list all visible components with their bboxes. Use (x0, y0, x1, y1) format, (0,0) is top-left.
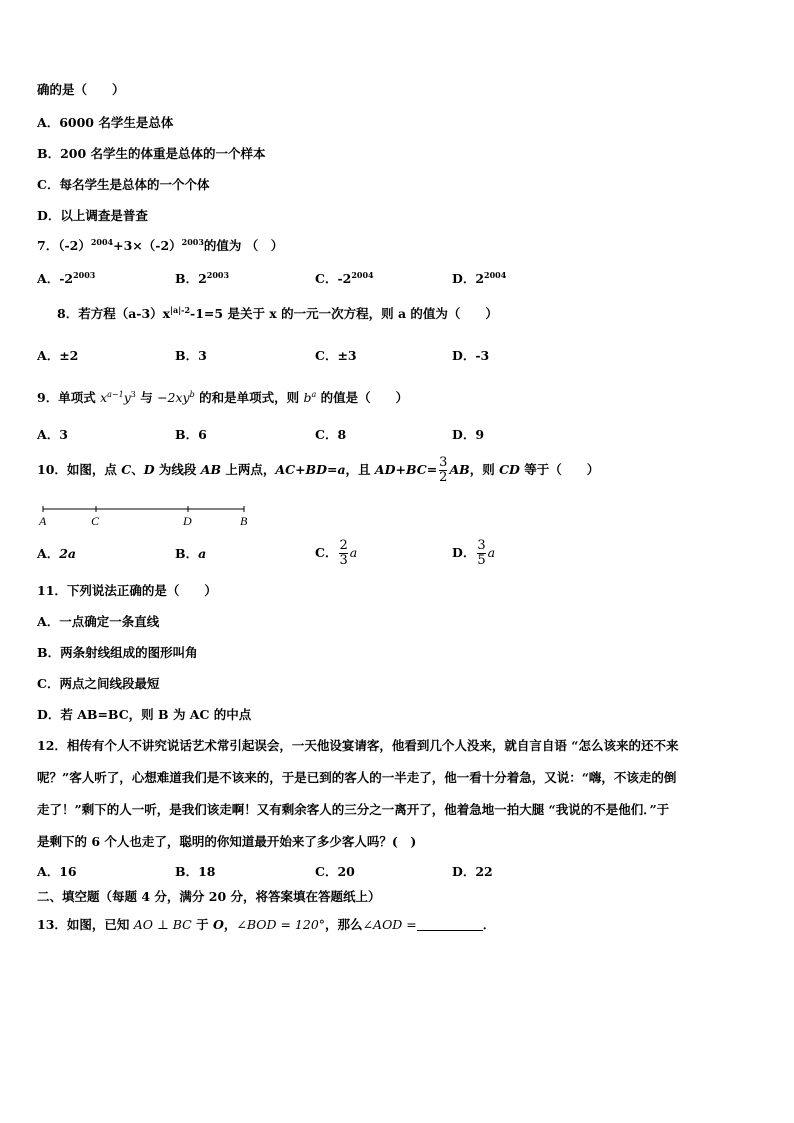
q6-option-d: D．以上调查是普查 (37, 208, 148, 223)
q9-option-d: D．9 (452, 427, 485, 442)
point-b-label: B (240, 514, 248, 528)
q12-option-a: A．16 (37, 864, 77, 879)
q12-option-c: C．20 (315, 864, 355, 879)
q9-option-a: A．3 (37, 427, 68, 442)
q8-option-d: D．-3 (452, 348, 490, 363)
q12-option-b: B．18 (175, 864, 216, 879)
q12-option-d: D．22 (452, 864, 493, 879)
q7-option-d: D．$2^{2004}$ (452, 270, 507, 286)
q10-stem: 10．如图，点 C、D 为线段 AB 上两点，AC+BD=a，且 AD+BC= $\frac{3}{2}$ AB，则 CD 等于（ ） (37, 455, 600, 485)
q9-option-c: C．8 (315, 427, 347, 442)
point-d-label: D (183, 514, 192, 528)
q9-option-b: B．6 (175, 427, 207, 442)
q12-line-2: 呢？”客人听了，心想难道我们是不该来的，于是已到的客人的一半走了，他一看十分着急，又说：“嗨，不该走的倒 (37, 770, 677, 785)
q10-option-c: C． $\frac{2}{3}$ a (315, 538, 358, 568)
q6-option-b: B．200 名学生的体重是总体的一个样本 (37, 146, 266, 161)
q11-option-c: C．两点之间线段最短 (37, 676, 160, 691)
q11-stem: 11．下列说法正确的是（ ） (37, 583, 217, 598)
q8-option-b: B．3 (175, 348, 207, 363)
section-heading: 二、填空题（每题 4 分，满分 20 分，将答案填在答题纸上） (37, 889, 381, 904)
q10-option-d: D． $\frac{3}{5}$ a (452, 538, 496, 568)
line-segment-diagram (37, 503, 257, 529)
q12-line-4: 是剩下的 6 个人也走了，聪明的你知道最开始来了多少客人吗？( ) (37, 834, 417, 849)
q7-option-b: B．$2^{2003}$ (175, 270, 230, 286)
q9-stem: 9．单项式 $x^{a-1}y^3$ 与 $-2xy^b$ 的和是单项式，则 $b^a$ 的值是（ ） (37, 390, 409, 405)
q10-option-a: A．2a (37, 546, 76, 561)
answer-blank[interactable] (417, 918, 483, 931)
q11-option-a: A．一点确定一条直线 (37, 614, 160, 629)
q13-stem: 13．如图，已知 AO ⊥ BC 于 O，∠BOD = 120°，那么∠AOD = ． (37, 917, 496, 932)
q6-option-a: A．6000 名学生是总体 (37, 115, 174, 130)
q7-option-a: A．$-2^{2003}$ (37, 270, 96, 286)
point-c-label: C (91, 514, 100, 528)
q6-option-c: C．每名学生是总体的一个个体 (37, 177, 210, 192)
q8-option-a: A．±2 (37, 348, 79, 363)
q11-option-d: D．若 AB=BC，则 B 为 AC 的中点 (37, 707, 252, 722)
q6-stem: 确的是（ ） (37, 82, 125, 97)
q10-fraction: $\frac{3}{2}$ (439, 455, 448, 485)
q7-stem: 7．$(-2)^{2004}+3\times(-2)^{2003}$的值为 （ ） (37, 237, 284, 253)
point-a-label: A (39, 514, 47, 528)
q8-option-c: C．±3 (315, 348, 357, 363)
q12-line-1: 12．相传有个人不讲究说话艺术常引起误会，一天他设宴请客，他看到几个人没来，就自言自语 “怎么该来的还不来 (37, 738, 679, 753)
q8-stem: 8．若方程$(a-3)x^{|a|-2}-1=5$ 是关于 x 的一元一次方程，则 a 的值为（ ） (57, 305, 498, 321)
q7-option-c: C．$-2^{2004}$ (315, 270, 374, 286)
q10-segment-figure (37, 503, 257, 529)
q12-line-3: 走了！”剩下的人一听，是我们该走啊！又有剩余客人的三分之一离开了，他着急地一拍大腿 “我说的不是他们．”于 (37, 802, 670, 817)
q11-option-b: B．两条射线组成的图形叫角 (37, 645, 198, 660)
q10-option-b: B．a (175, 546, 207, 561)
